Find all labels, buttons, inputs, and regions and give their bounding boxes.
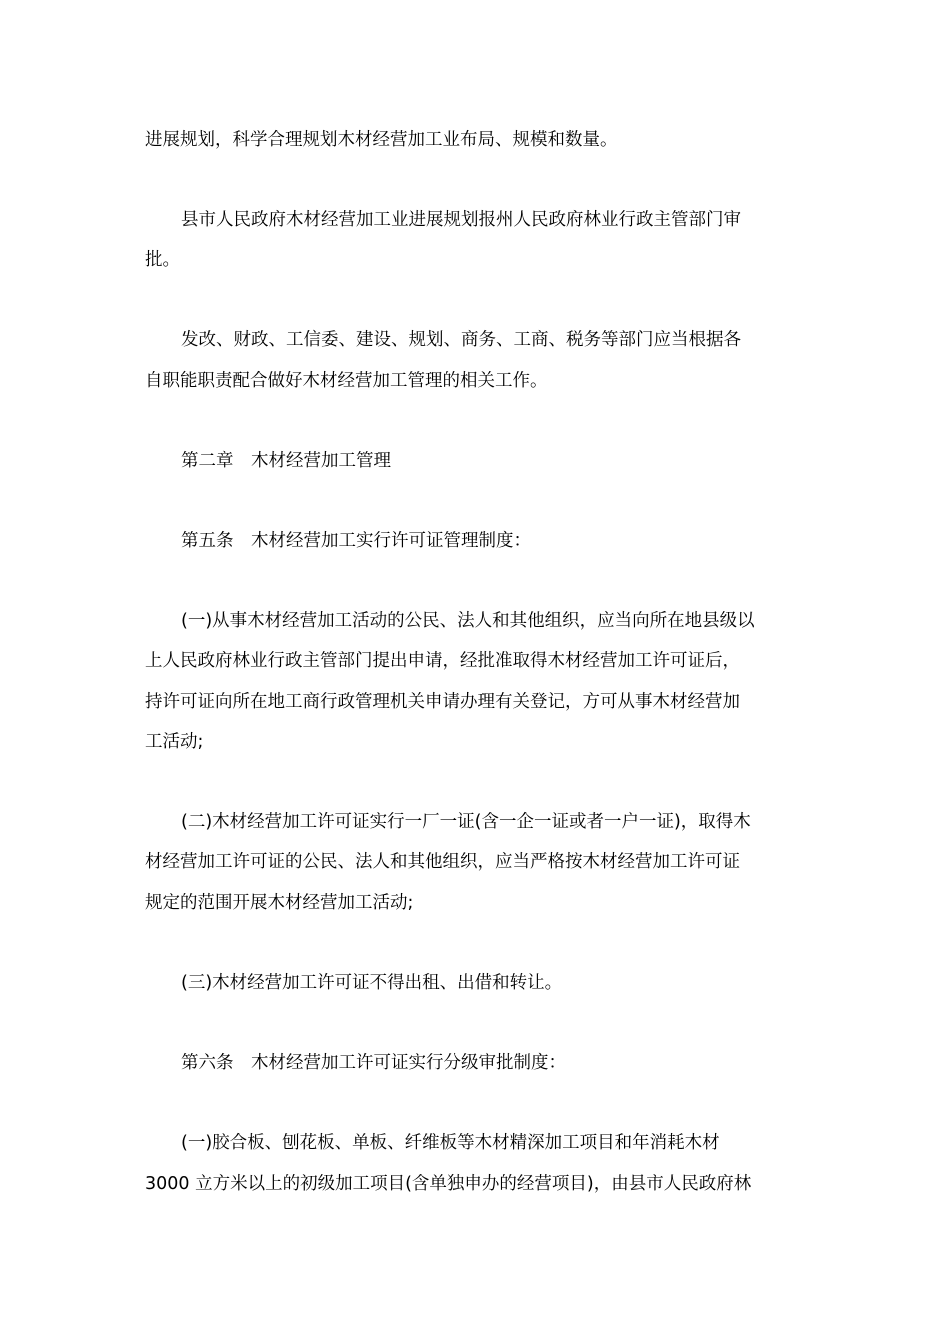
article-heading: 第五条 木材经营加工实行许可证管理制度： (181, 531, 531, 551)
text-line: 规定的范围开展木材经营加工活动; (145, 893, 414, 913)
text-line: 县市人民政府木材经营加工业进展规划报州人民政府林业行政主管部门审 (181, 210, 741, 230)
text-line: (一)从事木材经营加工活动的公民、法人和其他组织，应当向所在地县级以 (181, 611, 755, 631)
text-line: 上人民政府林业行政主管部门提出申请，经批准取得木材经营加工许可证后， (145, 651, 740, 671)
text-line: (二)木材经营加工许可证实行一厂一证(含一企一证或者一户一证)，取得木 (181, 812, 751, 832)
text-line: 工活动; (145, 732, 204, 752)
text-line: 材经营加工许可证的公民、法人和其他组织，应当严格按木材经营加工许可证 (145, 852, 740, 872)
text-line: 持许可证向所在地工商行政管理机关申请办理有关登记，方可从事木材经营加 (145, 692, 740, 712)
text-line: (一)胶合板、刨花板、单板、纤维板等木材精深加工项目和年消耗木材 (181, 1133, 720, 1153)
text-line: (三)木材经营加工许可证不得出租、出借和转让。 (181, 973, 563, 993)
chapter-heading: 第二章 木材经营加工管理 (181, 451, 391, 471)
text-line: 批。 (145, 250, 180, 270)
article-heading: 第六条 木材经营加工许可证实行分级审批制度： (181, 1053, 566, 1073)
text-line: 进展规划，科学合理规划木材经营加工业布局、规模和数量。 (145, 130, 618, 150)
text-line: 自职能职责配合做好木材经营加工管理的相关工作。 (145, 371, 548, 391)
text-line: 发改、财政、工信委、建设、规划、商务、工商、税务等部门应当根据各 (181, 330, 741, 350)
text-line: 3000 立方米以上的初级加工项目(含单独申办的经营项目)，由县市人民政府林 (145, 1174, 752, 1194)
